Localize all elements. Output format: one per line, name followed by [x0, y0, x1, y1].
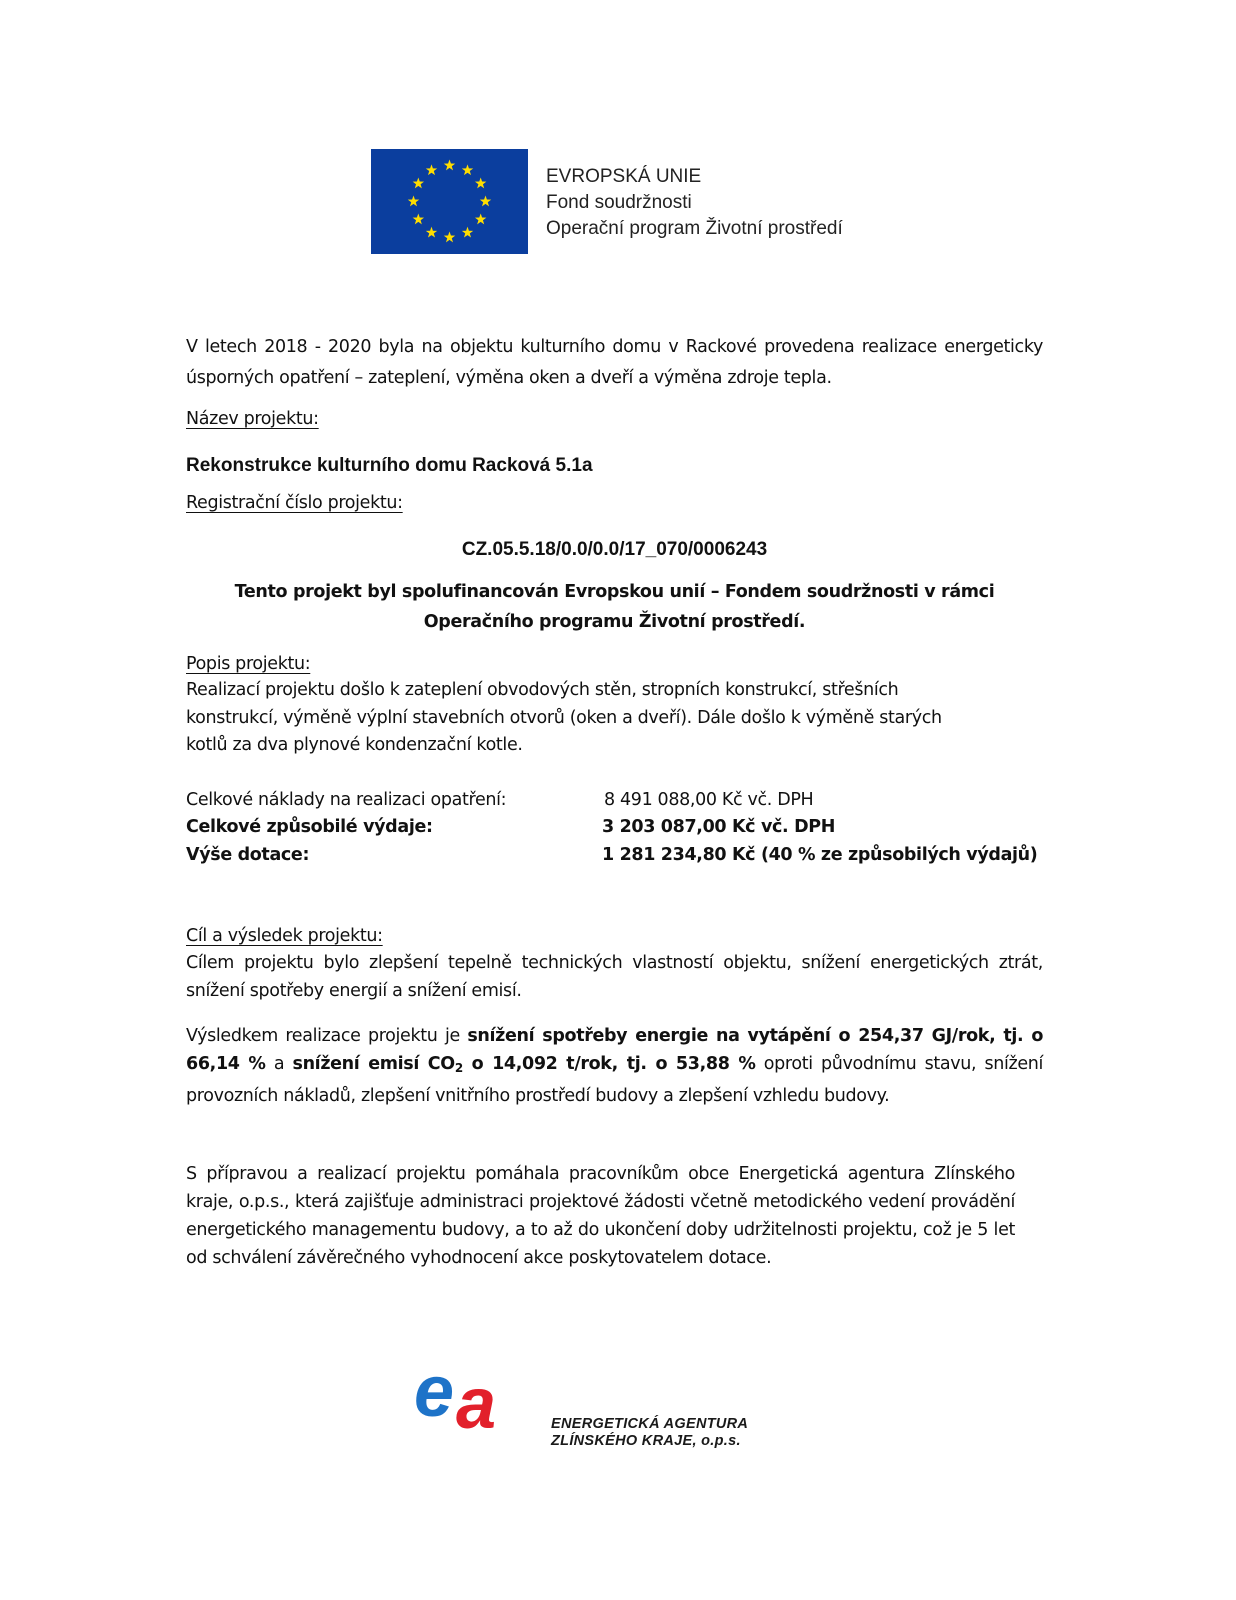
cost-row-eligible [186, 813, 1046, 841]
agency-name-line1: ENERGETICKÁ AGENTURA [551, 1416, 749, 1432]
goal-text: Cílem projektu bylo zlepšení tepelně technických vlastností objektu, snížení energetických ztrát, snížení spotřeby energií a snížení emisí. [186, 953, 1043, 1001]
ea-logo-letter-a: a [456, 1364, 497, 1434]
ea-logo-mark [412, 1360, 530, 1434]
result-text-part: a [265, 1054, 293, 1074]
result-emissions-text: snížení emisí CO [292, 1054, 455, 1074]
cost-label: Celkové způsobilé výdaje: [186, 817, 433, 837]
eu-star-icon [462, 227, 473, 238]
goal-label: Cíl a výsledek projektu: [186, 926, 383, 946]
eu-star-icon [426, 227, 437, 238]
description-line: konstrukcí, výměně výplní stavebních otvorů (oken a dveří). Dále došlo k výměně starých [186, 707, 942, 728]
result-emissions-text: o 14,092 t/rok, tj. o 53,88 % [462, 1054, 756, 1074]
cost-value: 3 203 087,00 Kč vč. DPH [602, 817, 836, 837]
eu-star-icon [444, 232, 455, 243]
registration-number: CZ.05.5.18/0.0/0.0/17_070/0006243 [461, 539, 768, 560]
eu-header-line1: EVROPSKÁ UNIE [546, 166, 702, 187]
description-line: Realizací projektu došlo k zateplení obvodových stěn, stropních konstrukcí, střešních [186, 680, 899, 700]
eu-star-icon [408, 196, 419, 207]
eu-star-icon [413, 178, 424, 189]
support-paragraph: S přípravou a realizací projektu pomáhala pracovníkům obce Energetická agentura Zlínského kraje, o.p.s., která zajišťuje administraci projektové žádosti včetně metodického vedení provádění energetického managementu budovy, a to až do ukončení doby udržitelnosti projektu, což je 5 let od schválení závěrečného vyhodnocení akce poskytovatelem dotace. [186, 1164, 1015, 1268]
registration-label: Registrační číslo projektu: [186, 493, 403, 513]
eu-program-header [546, 164, 843, 242]
funding-statement [186, 577, 1043, 637]
energy-agency-logo [412, 1360, 530, 1434]
co2-subscript: 2 [454, 1061, 463, 1075]
description-text [186, 677, 942, 760]
eu-header-line2: Fond soudržnosti [546, 192, 692, 213]
result-text-part: oproti původnímu stavu, snížení provozních nákladů, zlepšení vnitřního prostředí budovy a zlepšení vzhledu budovy. [186, 1054, 1043, 1106]
funding-line-2: Operačního programu Životní prostředí. [423, 612, 806, 632]
result-text [186, 1022, 1043, 1110]
cost-row-subsidy [186, 841, 1046, 869]
description-label: Popis projektu: [186, 654, 311, 674]
cost-row-total [186, 786, 1046, 814]
eu-star-icon [480, 196, 491, 207]
eu-star-icon [426, 164, 437, 175]
funding-line-1: Tento projekt byl spolufinancován Evropskou unií – Fondem soudržnosti v rámci [234, 582, 995, 602]
energy-agency-name [551, 1416, 748, 1450]
result-highlight-emissions [293, 1054, 756, 1074]
cost-value: 1 281 234,80 Kč (40 % ze způsobilých výdajů) [602, 845, 1038, 865]
ea-logo-letter-e: e [414, 1360, 455, 1432]
project-name: Rekonstrukce kulturního domu Racková 5.1a [186, 455, 593, 476]
result-text-part: Výsledkem realizace projektu je [186, 1026, 468, 1046]
eu-header-line3: Operační program Životní prostředí [546, 218, 843, 239]
eu-star-icon [475, 214, 486, 225]
cost-value: 8 491 088,00 Kč vč. DPH [604, 790, 814, 810]
result-highlight-energy: snížení spotřeby energie na vytápění o 254,37 GJ/rok, tj. o 66,14 % [186, 1026, 1043, 1074]
eu-star-icon [462, 164, 473, 175]
intro-paragraph: V letech 2018 - 2020 byla na objektu kulturního domu v Rackové provedena realizace energeticky úsporných opatření – zateplení, výměna oken a dveří a výměna zdroje tepla. [186, 337, 1043, 388]
project-name-label: Název projektu: [186, 409, 319, 429]
cost-label: Výše dotace: [186, 845, 310, 865]
agency-name-line2: ZLÍNSKÉHO KRAJE, o.p.s. [551, 1433, 741, 1449]
eu-stars [371, 149, 528, 254]
description-line: kotlů za dva plynové kondenzační kotle. [186, 735, 523, 755]
eu-star-icon [413, 214, 424, 225]
cost-label: Celkové náklady na realizaci opatření: [186, 790, 507, 810]
eu-star-icon [444, 160, 455, 171]
eu-star-icon [475, 178, 486, 189]
eu-flag-logo [371, 149, 528, 254]
